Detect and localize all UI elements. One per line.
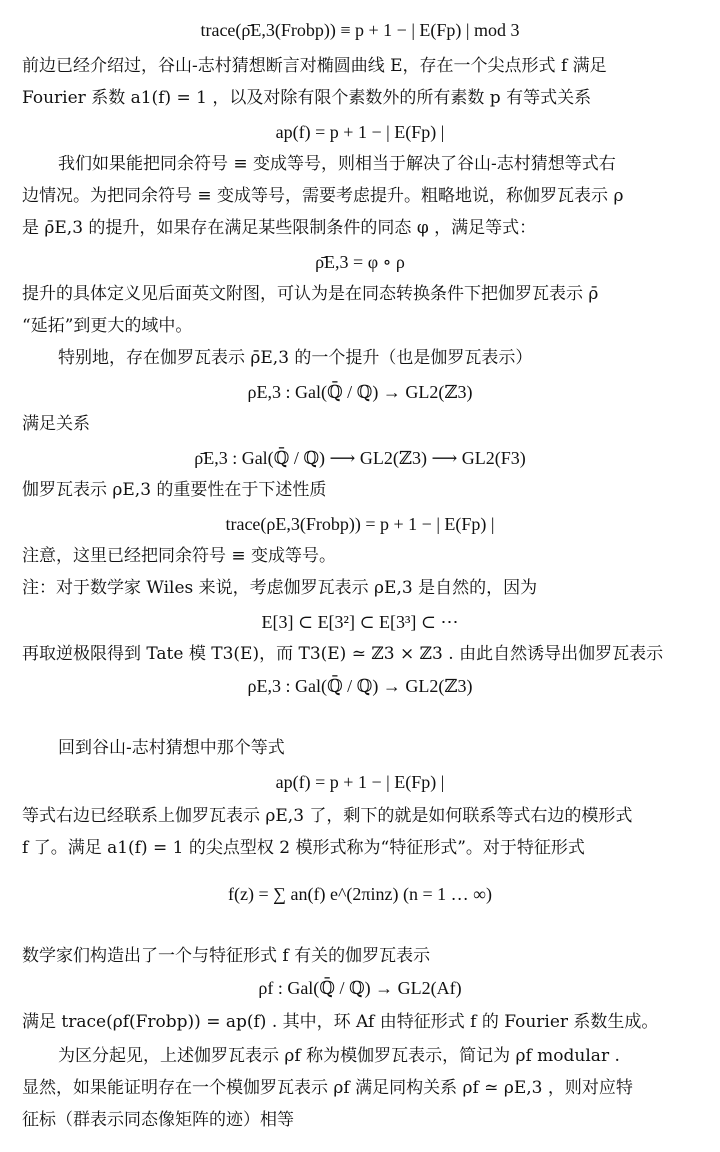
paragraph-line: 再取逆极限得到 Tate 模 T3(E)，而 T3(E) ≃ ℤ3 × ℤ3 . 由此自然诱导出伽罗瓦表示: [22, 644, 664, 664]
paragraph-line: 是 ρ̄E,3 的提升，如果存在满足某些限制条件的同态 φ ，满足等式：: [22, 218, 537, 238]
equation-trace-equality: trace(ρE,3(Frobp)) = p + 1 − | E(Fp) |: [225, 514, 495, 534]
paragraph-line: 回到谷山-志村猜想中那个等式: [58, 738, 285, 758]
paragraph-line: 等式右边已经联系上伽罗瓦表示 ρE,3 了，剩下的就是如何联系等式右边的模形式: [22, 806, 633, 826]
paragraph-line: f 了。满足 a1(f) = 1 的尖点型权 2 模形式称为“特征形式”。对于特征形式: [22, 838, 585, 858]
paragraph-line: 边情况。为把同余符号 ≡ 变成等号，需要考虑提升。粗略地说，称伽罗瓦表示 ρ: [22, 186, 624, 206]
paragraph-line: 前边已经介绍过，谷山-志村猜想断言对椭圆曲线 E，存在一个尖点形式 f 满足: [22, 56, 607, 76]
equation-torsion-chain: E[3] ⊂ E[3²] ⊂ E[3³] ⊂ ⋯: [261, 612, 459, 632]
equation-ap-again: ap(f) = p + 1 − | E(Fp) |: [275, 772, 445, 792]
equation-rho-e3-again: ρE,3 : Gal(ℚ̄ / ℚ) → GL2(ℤ3): [247, 676, 473, 696]
equation-rho-e3: ρE,3 : Gal(ℚ̄ / ℚ) → GL2(ℤ3): [247, 382, 473, 402]
paragraph-line: 满足关系: [22, 414, 90, 434]
equation-ap: ap(f) = p + 1 − | E(Fp) |: [275, 122, 445, 142]
equation-reduction-mod3: ρ̄E,3 : Gal(ℚ̄ / ℚ) ⟶ GL2(ℤ3) ⟶ GL2(F3): [194, 448, 526, 468]
paragraph-line: 显然，如果能证明存在一个模伽罗瓦表示 ρf 满足同构关系 ρf ≃ ρE,3 ，则对应特: [22, 1078, 633, 1098]
paragraph-line: 特别地，存在伽罗瓦表示 ρ̄E,3 的一个提升（也是伽罗瓦表示）: [58, 348, 533, 368]
paragraph-line: 满足 trace(ρf(Frobp)) = ap(f) . 其中，环 Af 由特征形式 f 的 Fourier 系数生成。: [22, 1012, 659, 1032]
equation-rho-f: ρf : Gal(ℚ̄ / ℚ) → GL2(Af): [258, 978, 462, 998]
paragraph-line: Fourier 系数 a1(f) = 1 ，以及对除有限个素数外的所有素数 p 有等式关系: [22, 88, 592, 108]
paragraph-line: “延拓”到更大的域中。: [22, 316, 193, 336]
paragraph-line: 注意，这里已经把同余符号 ≡ 变成等号。: [22, 546, 337, 566]
paragraph-line: 伽罗瓦表示 ρE,3 的重要性在于下述性质: [22, 480, 327, 500]
paragraph-line: 提升的具体定义见后面英文附图，可认为是在同态转换条件下把伽罗瓦表示 ρ̄: [22, 284, 599, 304]
paragraph-line: 征标（群表示同态像矩阵的迹）相等: [22, 1110, 294, 1130]
paragraph-line: 我们如果能把同余符号 ≡ 变成等号，则相当于解决了谷山-志村猜想等式右: [58, 154, 616, 174]
paragraph-line: 为区分起见，上述伽罗瓦表示 ρf 称为模伽罗瓦表示，简记为 ρf modular .: [58, 1046, 620, 1066]
paragraph-line: 注：对于数学家 Wiles 来说，考虑伽罗瓦表示 ρE,3 是自然的，因为: [22, 578, 538, 598]
equation-fourier-series: f(z) = ∑ an(f) e^(2πinz) (n = 1 … ∞): [228, 884, 492, 904]
equation-trace-congruence: trace(ρ̄E,3(Frobp)) ≡ p + 1 − | E(Fp) | mod 3: [200, 20, 520, 40]
equation-lift: ρ̄E,3 = φ ∘ ρ: [315, 252, 405, 272]
paragraph-line: 数学家们构造出了一个与特征形式 f 有关的伽罗瓦表示: [22, 946, 431, 966]
